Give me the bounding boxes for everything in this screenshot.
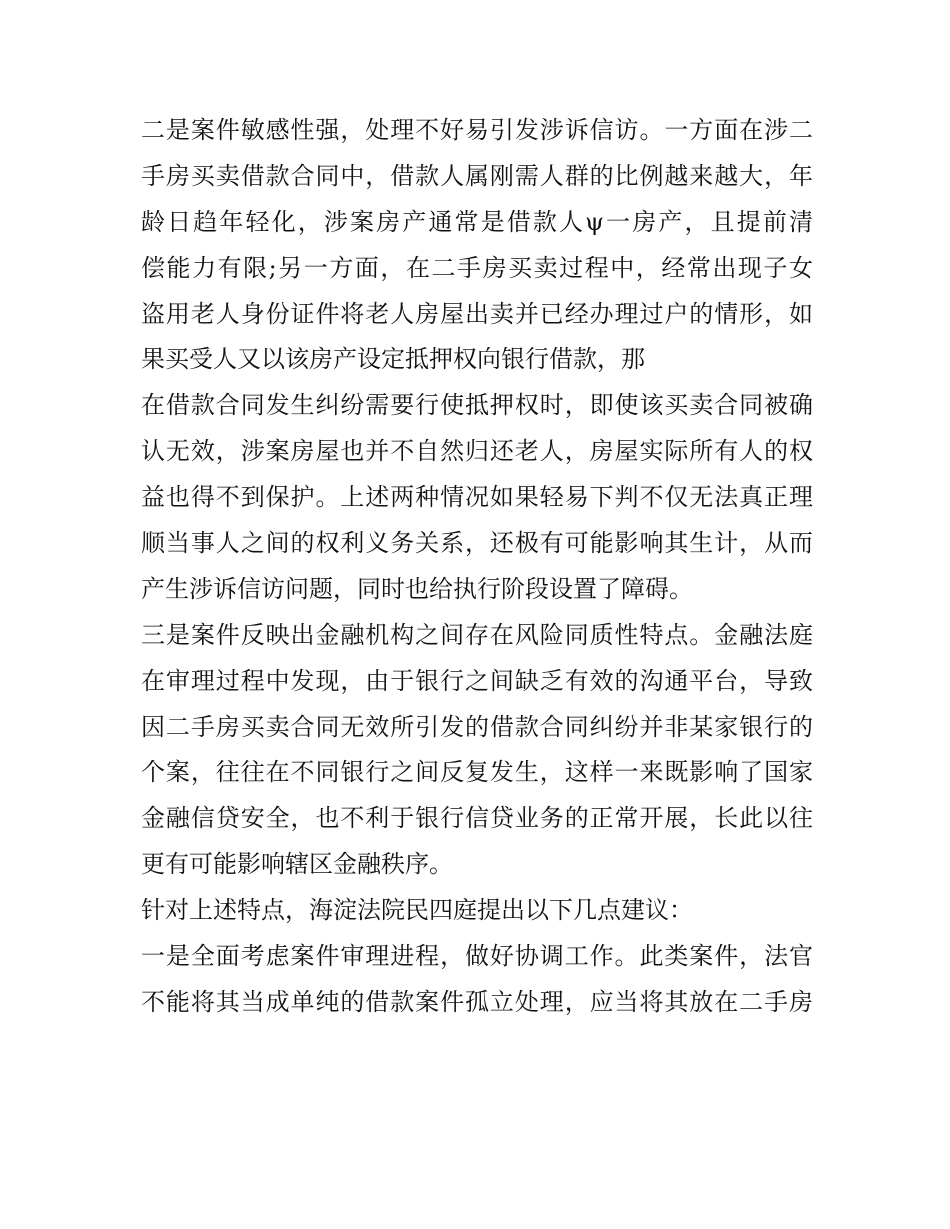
text-line: 认无效，涉案房屋也并不自然归还老人，房屋实际所有人的权 [141,437,813,466]
text-line: 偿能力有限;另一方面，在二手房买卖过程中，经常出现子女 [141,253,813,282]
text-line: 产生涉诉信访问题，同时也给执行阶段设置了障碍。 [141,574,693,603]
text-line: 二是案件敏感性强，处理不好易引发涉诉信访。一方面在涉二 [141,116,813,144]
text-line: 在借款合同发生纠纷需要行使抵押权时，即使该买卖合同被确 [141,391,813,420]
text-line: 一是全面考虑案件审理进程，做好协调工作。此类案件，法官 [141,942,813,971]
text-line: 三是案件反映出金融机构之间存在风险同质性特点。金融法庭 [141,620,813,649]
text-line: 果买受人又以该房产设定抵押权向银行借款，那 [141,345,645,374]
text-line: 个案，往往在不同银行之间反复发生，这样一来既影响了国家 [141,758,813,787]
text-line: 在审理过程中发现，由于银行之间缺乏有效的沟通平台，导致 [141,666,813,695]
text-line: 金融信贷安全，也不利于银行信贷业务的正常开展，长此以往 [141,804,813,833]
text-line: 盗用老人身份证件将老人房屋出卖并已经办理过户的情形，如 [141,299,813,328]
text-line: 更有可能影响辖区金融秩序。 [141,850,453,879]
text-line: 不能将其当成单纯的借款案件孤立处理，应当将其放在二手房 [141,987,813,1016]
text-line: 针对上述特点，海淀法院民四庭提出以下几点建议： [141,896,693,925]
text-line: 顺当事人之间的权利义务关系，还极有可能影响其生计，从而 [141,529,813,558]
text-line: 因二手房买卖合同无效所引发的借款合同纠纷并非某家银行的 [141,712,813,741]
document-body [141,108,813,1026]
text-line: 益也得不到保护。上述两种情况如果轻易下判不仅无法真正理 [141,483,813,512]
text-line: 手房买卖借款合同中，借款人属刚需人群的比例越来越大，年 [141,161,813,190]
text-line: 龄日趋年轻化，涉案房产通常是借款人ψ一房产，且提前清 [141,207,813,236]
